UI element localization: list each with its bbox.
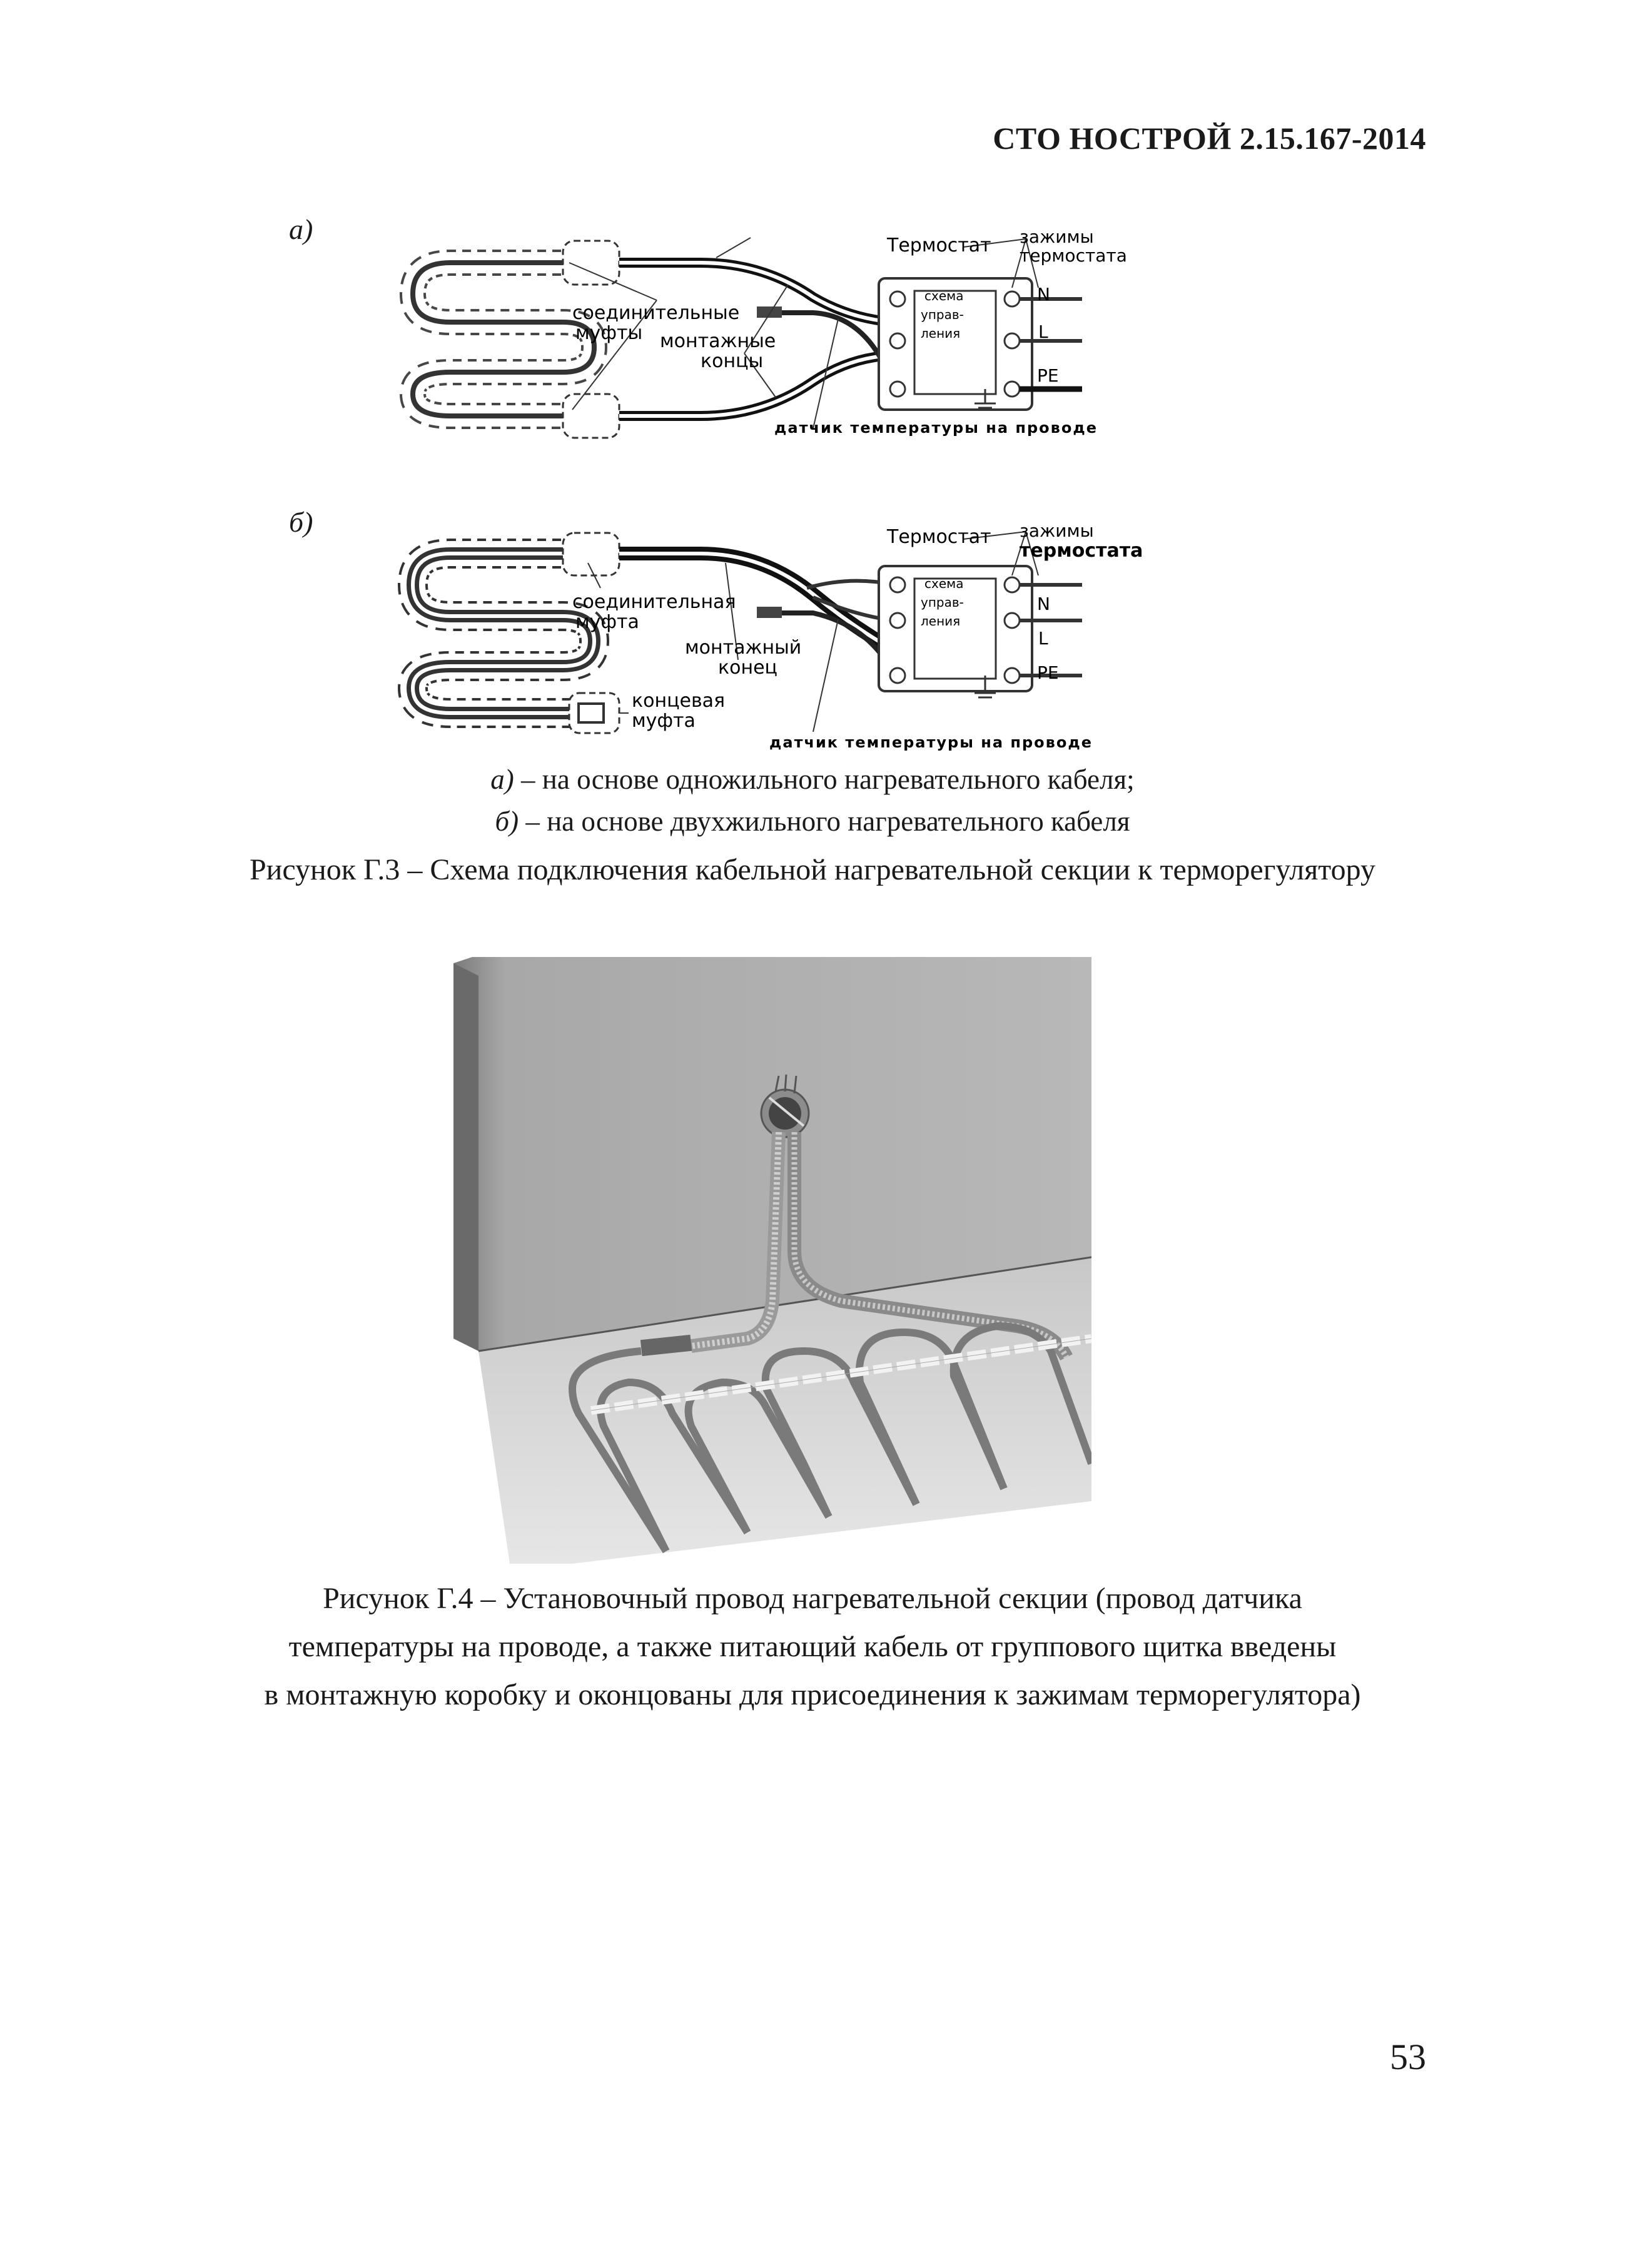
terminal-l-label: L bbox=[1038, 628, 1048, 649]
terminal-n-label: N bbox=[1037, 594, 1050, 614]
clamps-label-line2: термостата bbox=[1020, 245, 1127, 266]
figure-g4-caption-line3: в монтажную коробку и оконцованы для присоединения к зажимам терморегулятора) bbox=[264, 1678, 1361, 1711]
couplings-label-line2: муфты bbox=[575, 322, 643, 344]
terminal-pe-label: PE bbox=[1037, 662, 1059, 683]
heating-section-installation-illustration bbox=[453, 951, 1091, 1564]
legend-a-text: – на основе одножильного нагревательного кабеля; bbox=[514, 764, 1135, 795]
panel-b-label: б) bbox=[289, 506, 313, 538]
wiring-diagram-single-core bbox=[375, 213, 1188, 463]
control-circuit-label-1: схема bbox=[924, 576, 964, 591]
control-circuit-label-1: схема bbox=[924, 288, 964, 303]
page-number: 53 bbox=[1390, 2037, 1426, 2077]
couplings-label-line1: соединительные bbox=[572, 302, 740, 324]
lead-label-line1: монтажный bbox=[685, 637, 802, 659]
thermostat-label: Термостат bbox=[887, 235, 991, 256]
panel-a-label: а) bbox=[289, 213, 313, 245]
figure-g4-caption-line2: температуры на проводе, а также питающий кабель от группового щитка введены bbox=[288, 1630, 1337, 1663]
end-coupling-label-line2: муфта bbox=[632, 710, 696, 732]
end-coupling-label-line1: концевая bbox=[632, 690, 726, 712]
clamps-label-line1: зажимы bbox=[1020, 226, 1094, 247]
terminal-l-label: L bbox=[1038, 321, 1048, 342]
document-code-header: СТО НОСТРОЙ 2.15.167-2014 bbox=[993, 121, 1426, 156]
control-circuit-label-2: управ- bbox=[921, 595, 964, 610]
control-circuit-label-3: ления bbox=[921, 614, 961, 629]
terminal-n-label: N bbox=[1037, 284, 1050, 305]
clamps-label-line2: термостата bbox=[1020, 540, 1143, 562]
legend-line-a bbox=[0, 763, 1625, 796]
control-circuit-label-2: управ- bbox=[921, 307, 964, 322]
leads-label-line1: монтажные bbox=[660, 330, 776, 352]
sensor-label: датчик температуры на проводе bbox=[774, 419, 1098, 437]
control-circuit-label-3: ления bbox=[921, 326, 961, 341]
lead-label-line2: конец bbox=[718, 657, 777, 679]
coupling-label-line2: муфта bbox=[575, 611, 639, 633]
figure-g3-caption: Рисунок Г.3 – Схема подключения кабельной нагревательной секции к терморегулятору bbox=[249, 853, 1376, 886]
coupling-label-line1: соединительная bbox=[572, 591, 736, 613]
thermostat-label: Термостат bbox=[887, 526, 991, 548]
wiring-diagram-twin-core bbox=[375, 525, 1188, 763]
sensor-label: датчик температуры на проводе bbox=[769, 734, 1093, 751]
terminal-pe-label: PE bbox=[1037, 365, 1059, 386]
legend-a-label: а) bbox=[490, 764, 514, 795]
figure-g4-caption-line1: Рисунок Г.4 – Установочный провод нагревательной секции (провод датчика bbox=[323, 1582, 1302, 1615]
legend-line-b bbox=[0, 805, 1625, 838]
legend-b-label: б) bbox=[495, 806, 519, 837]
leads-label-line2: концы bbox=[701, 350, 764, 372]
legend-b-text: – на основе двухжильного нагревательного кабеля bbox=[519, 806, 1130, 837]
clamps-label-line1: зажимы bbox=[1020, 525, 1094, 541]
